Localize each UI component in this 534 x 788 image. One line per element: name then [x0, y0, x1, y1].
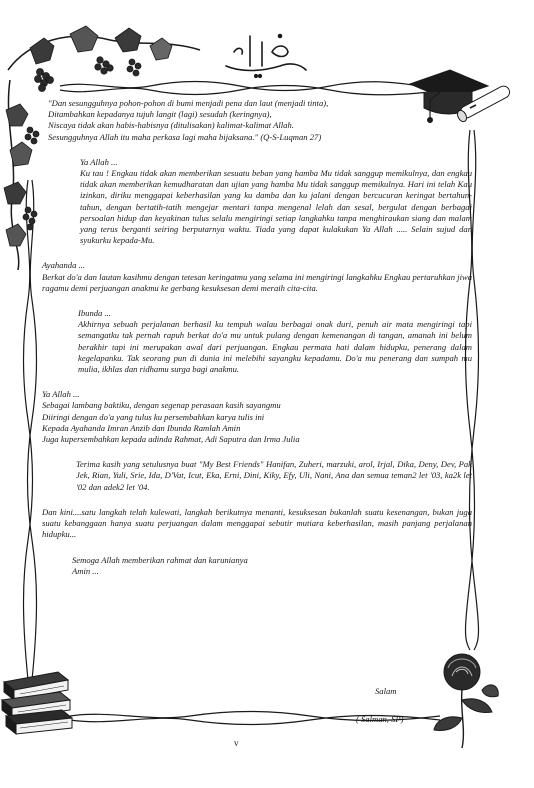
top-border — [60, 82, 430, 95]
page-number: v — [234, 738, 239, 748]
allah-heading: Ya Allah ... — [80, 156, 118, 167]
ibunda-heading: Ibunda ... — [78, 308, 111, 319]
left-border — [24, 180, 37, 680]
book-stack-icon — [2, 672, 72, 734]
dedication-line: Kepada Ayahanda Imran Anzib dan Ibunda Ramlah Amin — [42, 422, 241, 433]
main-text — [42, 98, 472, 577]
quote-line: Niscaya tidak akan habis-habisnya (ditulisakan) kalimat-kalimat Allah. — [48, 120, 294, 131]
ayahanda-heading: Ayahanda ... — [42, 260, 85, 271]
rose-icon — [434, 654, 498, 748]
quote-line: Ditambahkan kepadanya tujuh langit (lagi) sesudah (keringnya), — [48, 109, 272, 120]
dedication-line: Sebagai lambang baktiku, dengan segenap perasaan kasih sayangmu — [42, 400, 281, 411]
author-signature: ( Salman, SP) — [356, 714, 404, 724]
prayer-line: Semoga Allah memberikan rahmat dan karunianya — [72, 554, 248, 565]
thanks-paragraph: Terima kasih yang setulusnya buat "My Best Friends" Hanifan, Zuheri, marzuki, arol, Irjal, Dika, Deny, Dev, Pak Jek, Rian, Yuli, Srie, Ida, D'Vat, Icut, Eka, Erni, Dini, Kiky, Efy, Uli, Nani, Ana dan semua teman2 let '03, ka2k let '02 dan adek2 let '04. — [76, 459, 472, 492]
quote-line: Sesungguhnya Allah itu maha perkasa lagi maha bijaksana." (Q-S-Luqman 27) — [48, 131, 322, 142]
ibunda-paragraph: Akhirnya sebuah perjalanan berhasil ku tempuh walau berbagai onak duri, penuh air mata mengiringi tapi semangatku tak pernah rapuh berkat do'a mu untuk pulang dengan kemenangan di tangan, amanah ini belum berakhir tapi ini merupakan awal dari perjuangan. Engkau permata hati dalam hidupku, penerang dalam kegelapanku. Tak seorang pun di dunia ini melebihi sayangku kepadamu. Do'a mu penerang dan sumpah mu mulia, ikhlas dan ridhamu surga bagi anakmu. — [78, 319, 472, 375]
allah-paragraph: Ku tau ! Engkau tidak akan memberikan sesuatu beban yang hamba Mu tidak sanggup memikulnya, dan engkau tidak akan memberikan kemudharatan dan ujian yang hamba Mu tidak sanggup memikulnya. Hari ini telah Kau izinkan, diriku menggapai keberhasilan yang ku damba dan ku jalani dengan bercucuran keringat bertahun-tahun, dengan bertatih-tatih mengejar mentari tanpa mengenal lelah dan sesal, bergulat dengan berbagai persoalan hidup dan keyakinan tulus selalu mengiringi setiap langkahku tanpa menghiraukan siang dan malam yang terus berganti seiring berputarnya waktu. Tiada yang dapat kulakukan Ya Allah ..... Selain sujud dan syukurku kepada-Mu. — [80, 168, 472, 246]
quote-line: "Dan sesungguhnya pohon-pohon di bumi menjadi pena dan laut (menjadi tinta), — [48, 98, 329, 108]
prayer-amin: Amin ... — [72, 565, 99, 576]
dedication-line: Diiringi dengan do'a yang tulus ku persembahkan karya tulis ini — [42, 411, 265, 422]
dedication-heading: Ya Allah ... — [42, 389, 80, 400]
arabic-calligraphy — [220, 22, 312, 82]
ayahanda-paragraph: Berkat do'a dan lautan kasihmu dengan tetesan keringatmu yang selama ini mengiringi langkahku Engkau pertaruhkan jiwa ragamu demi perjuangan anakmu ke gerbang kesuksesan demi meraih cita-cita. — [42, 271, 472, 293]
dedication-line: Juga kupersembahkan kepada adinda Rahmat, Adi Saputra dan Irma Julia — [42, 434, 300, 445]
salam-text: Salam — [375, 686, 397, 696]
closing-paragraph: Dan kini....satu langkah telah kulewati, langkah berikutnya menanti, kesuksesan bukanlah suatu kesenangan, bukan juga suatu kebanggaan hanya suatu perjuangan dalam menggapai sebutir mutiara keberhasilan, masih panjang perjalanan hidupku... — [42, 506, 472, 540]
